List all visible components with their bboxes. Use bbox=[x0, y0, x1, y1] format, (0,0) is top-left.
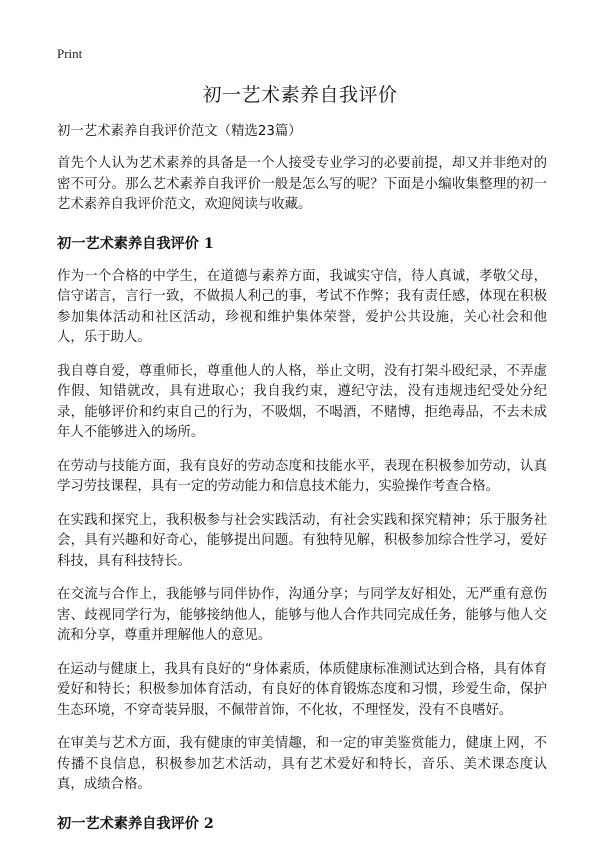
section-1-paragraph-4: 在实践和探究上，我积极参与社会实践活动，有社会实践和探究精神；乐于服务社会，具有兴趣和好奇心，能够提出问题。有独特见解，积极参加综合性学习，爱好科技，具有科技特长。 bbox=[57, 512, 547, 569]
section-1-paragraph-1: 作为一个合格的中学生，在道德与素养方面，我诚实守信，待人真诚，孝敬父母，信守诺言，言行一致，不做损人利己的事，考试不作弊；我有责任感，体现在积极参加集体活动和社区活动，珍视和维护集体荣誉，爱护公共设施，关心社会和他人，乐于助人。 bbox=[57, 268, 547, 345]
section-1-paragraph-2: 我自尊自爱，尊重师长，尊重他人的人格，举止文明，没有打架斗殴纪录，不弄虚作假、知错就改，具有进取心；我自我约束，遵纪守法，没有违规违纪受处分纪录，能够评价和约束自己的行为，不吸烟，不喝酒，不赌博，拒绝毒品，不去未成年人不能够进入的场所。 bbox=[57, 363, 547, 440]
section-heading-2: 初一艺术素养自我评价 2 bbox=[57, 815, 214, 832]
document-title: 初一艺术素养自我评价 bbox=[202, 84, 398, 106]
section-1-paragraph-6: 在运动与健康上，我具有良好的“身体素质，体质健康标准测试达到合格，具有体育爱好和特长；积极参加体育活动，有良好的体育锻炼态度和习惯，珍爱生命，保护生态环境，不穿奇装异服，不佩带首饰，不化妆，不理怪发，没有不良嗜好。 bbox=[57, 661, 547, 718]
print-link[interactable]: Print bbox=[57, 46, 83, 61]
section-1-paragraph-7: 在审美与艺术方面，我有健康的审美情趣，和一定的审美鉴赏能力，健康上网，不传播不良信息，积极参加艺术活动，具有艺术爱好和特长，音乐、美术课态度认真，成绩合格。 bbox=[57, 736, 547, 792]
document-subtitle: 初一艺术素养自我评价范文（精选23篇） bbox=[57, 124, 302, 139]
document-body bbox=[57, 122, 547, 847]
section-1-paragraph-3: 在劳动与技能方面，我有良好的劳动态度和技能水平，表现在积极参加劳动，认真学习劳技课程，具有一定的劳动能力和信息技术能力，实验操作考查合格。 bbox=[57, 458, 547, 494]
section-heading-1: 初一艺术素养自我评价 1 bbox=[57, 235, 214, 252]
section-1-paragraph-5: 在交流与合作上，我能够与同伴协作，沟通分享；与同学友好相处，无严重有意伤害、歧视同学行为，能够接纳他人，能够与他人合作共同完成任务，能够与他人交流和分享，尊重并理解他人的意见。 bbox=[57, 587, 547, 643]
intro-paragraph: 首先个人认为艺术素养的具备是一个人接受专业学习的必要前提，却又并非绝对的密不可分。那么艺术素养自我评价一般是怎么写的呢？下面是小编收集整理的初一艺术素养自我评价范文，欢迎阅读与收藏。 bbox=[57, 156, 547, 212]
